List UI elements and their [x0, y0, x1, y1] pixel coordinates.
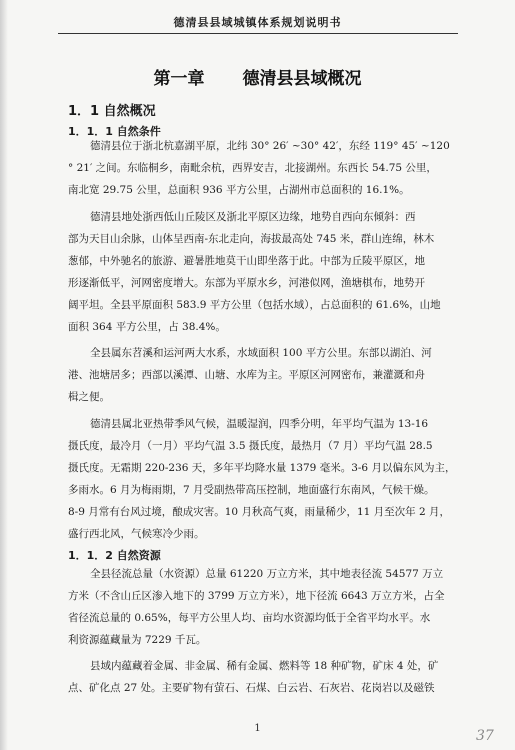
paragraph-line: 摄氏度，最冷月（一月）平均气温 3.5 摄氏度，最热月（7 月）平均气温 28.5 — [68, 440, 433, 452]
paragraph-line: 南北宽 29.75 公里，总面积 936 平方公里，占湖州市总面积的 16.1%。 — [68, 184, 410, 196]
paragraph-line: 形逐渐低平，河网密度增大。东部为平原水乡，河港似网，渔塘棋布，地势开 — [68, 277, 425, 289]
header-rule — [58, 33, 458, 34]
paragraph-line: 阔平坦。全县平原面积 583.9 平方公里（包括水域），占总面积的 61.6%，山地 — [68, 299, 441, 311]
paragraph-line: 全县径流总量（水资源）总量 61220 万立方米，其中地表径流 54577 万立 — [90, 568, 444, 580]
paragraph-line: 德清县位于浙北杭嘉湖平原，北纬 30° 26′ ~30° 42′，东经 119° 45′ ~120 — [90, 140, 450, 152]
paragraph-line: ° 21′ 之间。东临桐乡，南毗余杭，西界安吉，北接湖州。东西长 54.75 公里， — [68, 162, 437, 174]
paragraph-line: 摄氏度。无霜期 220-236 天，多年平均降水量 1379 毫米。3-6 月以偏东风为主， — [68, 462, 456, 474]
paragraph-line: 面积 364 平方公里，占 38.4%。 — [68, 321, 226, 333]
paragraph-line: 全县属东苕溪和运河两大水系，水域面积 100 平方公里。东部以湖泊、河 — [90, 347, 432, 359]
chapter-name: 德清县县域概况 — [242, 69, 362, 89]
chapter-number: 第一章 — [153, 69, 205, 89]
paragraph-line: 利资源蕴藏量为 7229 千瓦。 — [68, 634, 207, 646]
subsection-heading: 1．1．2 自然资源 — [68, 549, 161, 562]
scan-edge-shadow — [0, 0, 8, 750]
chapter-title — [0, 64, 515, 89]
paragraph-line: 方米（不含山丘区渗入地下的 3799 万立方米），地下径流 6643 万立方米，占全 — [68, 590, 445, 602]
subsection-heading: 1．1．1 自然条件 — [68, 125, 161, 138]
paragraph-line: 多雨水。6 月为梅雨期，7 月受副热带高压控制，地面盛行东南风，气候干燥。 — [68, 484, 435, 496]
paragraph-line: 省径流总量的 0.65%，每平方公里人均、亩均水资源均低于全省平均水平。水 — [68, 612, 431, 624]
running-header: 德清县县域城镇体系规划说明书 — [173, 16, 342, 29]
page-number: 1 — [254, 723, 261, 734]
paragraph-line: 部为天目山余脉，山体呈西南-东北走向，海拔最高处 745 米，群山连绵，林木 — [68, 233, 435, 245]
paragraph-line: 楫之便。 — [68, 391, 110, 403]
paragraph-line: 盛行西北风，气候寒冷少雨。 — [68, 528, 205, 540]
paragraph-line: 8-9 月常有台风过境，酿成灾害。10 月秋高气爽，雨量稀少，11 月至次年 2 月， — [68, 506, 450, 518]
paragraph-line: 港、池塘居多；西部以溪潭、山塘、水库为主。平原区河网密布，兼灌溉和舟 — [68, 369, 425, 381]
paragraph-line: 县域内蕴藏着金属、非金属、稀有金属、燃料等 18 种矿物，矿床 4 处，矿 — [90, 660, 439, 672]
section-heading: 1．1 自然概况 — [68, 104, 156, 119]
handwritten-margin-note: 37 — [476, 728, 494, 744]
paragraph-line: 德清县属北亚热带季风气候，温暖湿润，四季分明，年平均气温为 13-16 — [90, 418, 429, 430]
paragraph-line: 点、矿化点 27 处。主要矿物有萤石、石煤、白云岩、石灰岩、花岗岩以及磁铁 — [68, 682, 435, 694]
paragraph-line: 德清县地处浙西低山丘陵区及浙北平原区边缘，地势自西向东倾斜：西 — [90, 211, 416, 223]
paragraph-line: 葱郁，中外驰名的旅游、避暑胜地莫干山即坐落于此。中部为丘陵平原区，地 — [68, 255, 425, 267]
